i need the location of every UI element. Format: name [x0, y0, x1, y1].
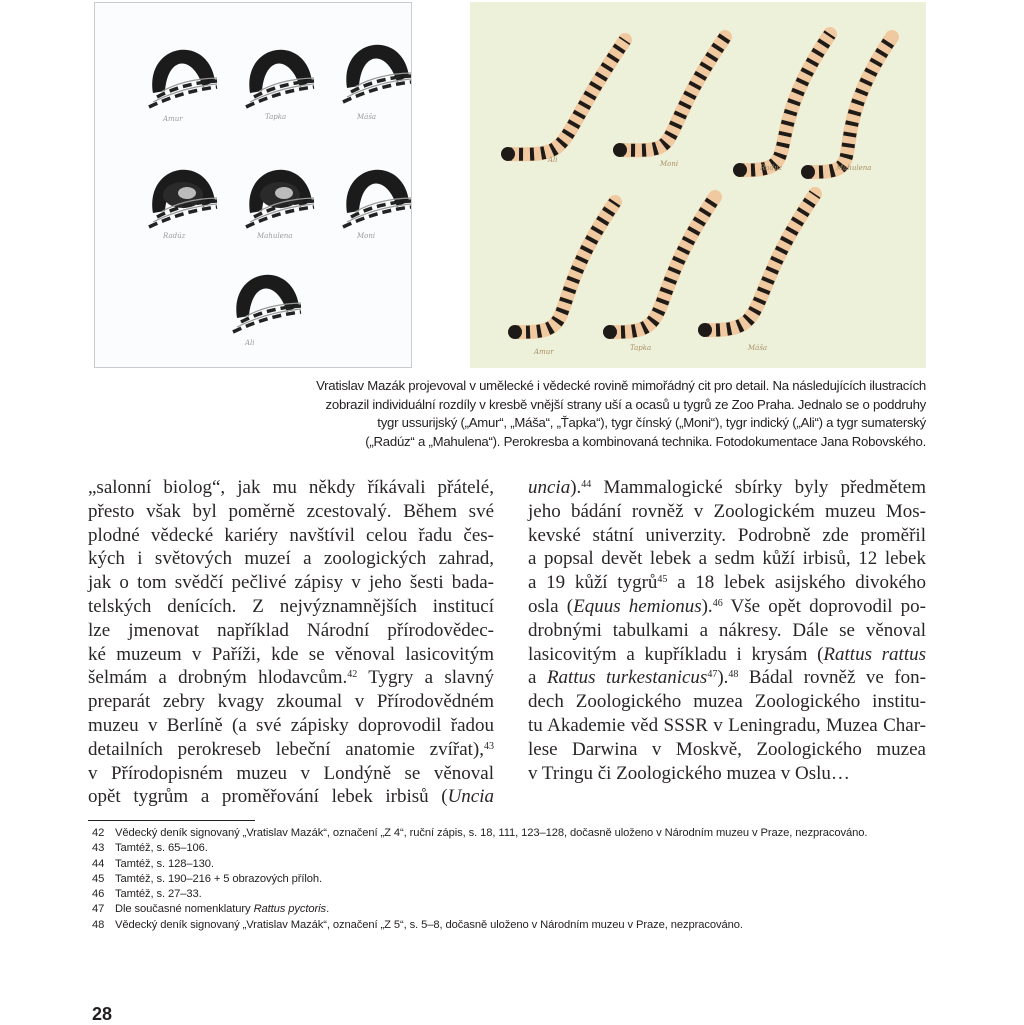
- text-line: [88, 619, 494, 643]
- footnote-reference: 43: [484, 740, 494, 752]
- text-run: opět tygrům a proměřování lebek irbisů (: [88, 786, 448, 808]
- text-run: „salonní biolog“, jak mu někdy říkávali přátelé,: [88, 477, 494, 498]
- italic-text: Rattus rattus: [823, 643, 926, 665]
- text-line: [88, 595, 494, 619]
- text-run: preparát zebry kvagy zkoumal v Přírodovědném: [88, 691, 494, 713]
- ear-drawing: [343, 45, 411, 102]
- text-line: [528, 500, 926, 524]
- text-line: [528, 619, 926, 643]
- text-run: Tygry a slavný: [357, 667, 494, 689]
- text-line: [88, 500, 494, 524]
- italic-text: Rattus turkestanicus: [546, 667, 708, 689]
- footnote-reference: 47: [707, 669, 718, 681]
- tail-drawing: [603, 197, 715, 339]
- footnote: [92, 872, 932, 887]
- text-run: kevské státní univerzity. Podrobně zde proměřil: [528, 524, 926, 546]
- ear-label: Amur: [163, 115, 183, 123]
- text-run: lze jmenovat například Národní přírodovědec-: [88, 619, 494, 641]
- footnote-text: [115, 841, 932, 856]
- text-run: lasicovitým a kupříkladu i krysám (: [528, 643, 824, 665]
- caption-line: tygr ussurijský („Amur“, „Máša“, „Ťapka“), tygr čínský („Moni“), tygr indický („Ali“) a tygr sumaterský: [377, 415, 926, 431]
- italic-text: uncia: [528, 477, 571, 498]
- ear-drawings-figure: [94, 2, 412, 368]
- tail-drawing: [508, 202, 615, 339]
- footnote: [92, 857, 932, 872]
- text-run: detailních perokreseb lebeční anatomie zvířat),: [88, 738, 484, 760]
- text-line: [528, 595, 926, 619]
- tail-drawing: [698, 194, 815, 337]
- text-line: [528, 476, 926, 500]
- ear-drawing: [233, 275, 301, 332]
- text-run: kých i světových muzeí a zoologických zahrad,: [88, 548, 494, 570]
- italic-text: Rattus pyctoris: [253, 903, 327, 916]
- text-line: [528, 524, 926, 548]
- text-run: a popsal devět lebek a sedm kůží irbisů, 12 lebek: [528, 548, 926, 570]
- text-line: [528, 643, 926, 667]
- text-run: šelmám a drobným hlodavcům.: [88, 667, 348, 689]
- text-run: telských denících. Z nejvýznamnějších institucí: [88, 595, 494, 617]
- tail-label: Radúz: [760, 164, 783, 172]
- text-run: ).: [570, 477, 582, 498]
- tail-drawings-figure: [470, 2, 926, 368]
- text-run: Dle současné nomenklatury: [115, 903, 254, 916]
- ear-label: Máša: [357, 113, 377, 121]
- text-run: muzeu v Berlíně (a své zápisky doprovodil řadou: [88, 714, 494, 736]
- italic-text: Equus hemionus: [573, 595, 702, 617]
- text-line: [528, 666, 926, 690]
- footnote-divider: [88, 820, 255, 821]
- text-run: Tamtéž, s. 190–216 + 5 obrazových příloh.: [115, 872, 323, 885]
- footnote: [92, 887, 932, 902]
- text-line: [88, 643, 494, 667]
- footnote-text: [115, 857, 932, 872]
- footnote-number: 43: [92, 842, 105, 855]
- text-line: [88, 714, 494, 738]
- text-run: v Přírodopisném muzeu v Londýně se věnoval: [88, 762, 494, 784]
- footnote-reference: 46: [712, 597, 723, 609]
- body-text-right-column: [528, 476, 926, 785]
- footnote-number: 46: [92, 888, 105, 901]
- footnote-number: 47: [92, 903, 105, 916]
- footnote: [92, 826, 932, 841]
- text-run: jak o tom svědčí pečlivé zápisy v jeho šesti bada-: [88, 572, 494, 594]
- footnote-reference: 42: [347, 669, 358, 681]
- footnote-number: 45: [92, 872, 105, 885]
- text-run: Tamtéž, s. 27–33.: [115, 888, 202, 901]
- ear-drawing: [343, 170, 411, 227]
- tail-drawing: [613, 37, 725, 157]
- text-run: Bádal rovněž ve fon-: [738, 667, 926, 689]
- footnote-text: [115, 887, 932, 902]
- text-line: [88, 666, 494, 690]
- ear-label: Moni: [357, 232, 376, 240]
- text-run: dech Zoologického muzea Zoologického institu-: [528, 691, 926, 713]
- footnote-number: 48: [92, 918, 105, 931]
- footnote-reference: 45: [657, 574, 668, 586]
- text-line: [88, 571, 494, 595]
- footnote-reference: 48: [728, 669, 739, 681]
- tail-label: Ali: [548, 156, 558, 164]
- text-run: tu Akademie věd SSSR v Leningradu, Muzea Char-: [528, 714, 926, 736]
- footnotes: [92, 826, 932, 933]
- ear-drawing: [149, 50, 217, 107]
- caption-line: zobrazil individuální rozdíly v kresbě vnější strany uší a ocasů u tygrů ze Zoo Praha. Jednalo se o poddruhy: [325, 396, 926, 412]
- text-run: lese Darwina v Moskvě, Zoologického muzea: [528, 738, 926, 760]
- text-run: a 19 kůží tygrů: [528, 572, 658, 594]
- text-run: ).: [701, 595, 713, 617]
- caption-line: („Radúz“ a „Mahulena“). Perokresba a kombinovaná technika. Fotodokumentace Jana Robovského.: [365, 433, 926, 449]
- ear-drawing: [149, 170, 217, 227]
- text-line: [88, 547, 494, 571]
- text-run: Vědecký deník signovaný „Vratislav Mazák“, označení „Z 4“, ruční zápis, s. 18, 111, 123–128, dočasně uloženo v Národním muzeu v Praze, nezpracováno.: [115, 827, 868, 839]
- text-line: [88, 762, 494, 786]
- text-line: [528, 690, 926, 714]
- footnote-number: 42: [92, 827, 105, 839]
- text-run: Tamtéž, s. 65–106.: [115, 842, 208, 855]
- tail-drawing: [501, 40, 625, 161]
- ear-drawing: [246, 50, 314, 107]
- caption-line: Vratislav Mazák projevoval v umělecké i vědecké rovině mimořádný cit pro detail. Na následujících ilustracích: [316, 378, 926, 393]
- text-line: [88, 785, 494, 809]
- text-run: osla (: [528, 595, 574, 617]
- footnote-number: 44: [92, 857, 105, 870]
- footnote-reference: 44: [581, 479, 592, 490]
- footnote-text: [115, 826, 932, 841]
- tail-label: Tapka: [630, 344, 652, 352]
- text-run: ké muzeum v Paříži, kde se věnoval lasicovitým: [88, 643, 494, 665]
- text-line: [88, 476, 494, 500]
- text-run: ).: [717, 667, 729, 689]
- footnote: [92, 918, 932, 933]
- tail-label: Máša: [748, 344, 768, 352]
- tail-drawing: [733, 34, 830, 177]
- page-number: 28: [92, 1004, 113, 1024]
- text-line: [528, 571, 926, 595]
- text-run: přesto však byl poměrně zcestovalý. Během své: [88, 500, 494, 522]
- tail-label: Amur: [534, 348, 554, 356]
- text-run: v Tringu či Zoologického muzea v Oslu…: [528, 762, 850, 784]
- footnote: [92, 902, 932, 917]
- text-run: Vše opět doprovodil po-: [722, 595, 926, 617]
- text-line: [528, 547, 926, 571]
- tail-label: Mahulena: [836, 164, 872, 172]
- text-run: drobnými tabulkami a nákresy. Dále se věnoval: [528, 619, 926, 641]
- footnote-text: [115, 872, 932, 887]
- ear-label: Ali: [245, 339, 255, 347]
- text-run: Tamtéž, s. 128–130.: [115, 857, 214, 870]
- text-line: [528, 714, 926, 738]
- text-line: [528, 738, 926, 762]
- tail-label: Moni: [660, 160, 679, 168]
- text-line: [88, 690, 494, 714]
- ear-drawings-illustration: [95, 3, 412, 368]
- ear-label: Mahulena: [257, 232, 293, 240]
- text-run: a: [528, 667, 547, 689]
- text-run: a 18 lebek asijského divokého: [667, 572, 926, 594]
- text-run: jeho bádání rovněž v Zoologickém muzeu Mos-: [528, 500, 926, 522]
- text-line: [528, 762, 926, 786]
- text-run: plodné vědecké kariéry navštívil celou řadu čes-: [88, 524, 494, 546]
- footnote-text: [115, 902, 932, 917]
- text-run: Vědecký deník signovaný „Vratislav Mazák“, označení „Z 5“, s. 5–8, dočasně uloženo v Národním muzeu v Praze, nezpracováno.: [115, 918, 743, 931]
- ear-drawing: [246, 170, 314, 227]
- text-line: [88, 738, 494, 762]
- ear-label: Tapka: [265, 113, 287, 121]
- text-line: [88, 524, 494, 548]
- italic-text: Uncia: [447, 786, 494, 808]
- text-run: .: [326, 903, 330, 916]
- figure-caption: [186, 377, 926, 451]
- tail-drawings-illustration: [470, 2, 926, 368]
- ear-label: Radúz: [163, 232, 186, 240]
- text-run: Mammalogické sbírky byly předmětem: [591, 477, 926, 498]
- footnote-text: [115, 918, 932, 933]
- body-text-left-column: [88, 476, 494, 809]
- footnote: [92, 841, 932, 856]
